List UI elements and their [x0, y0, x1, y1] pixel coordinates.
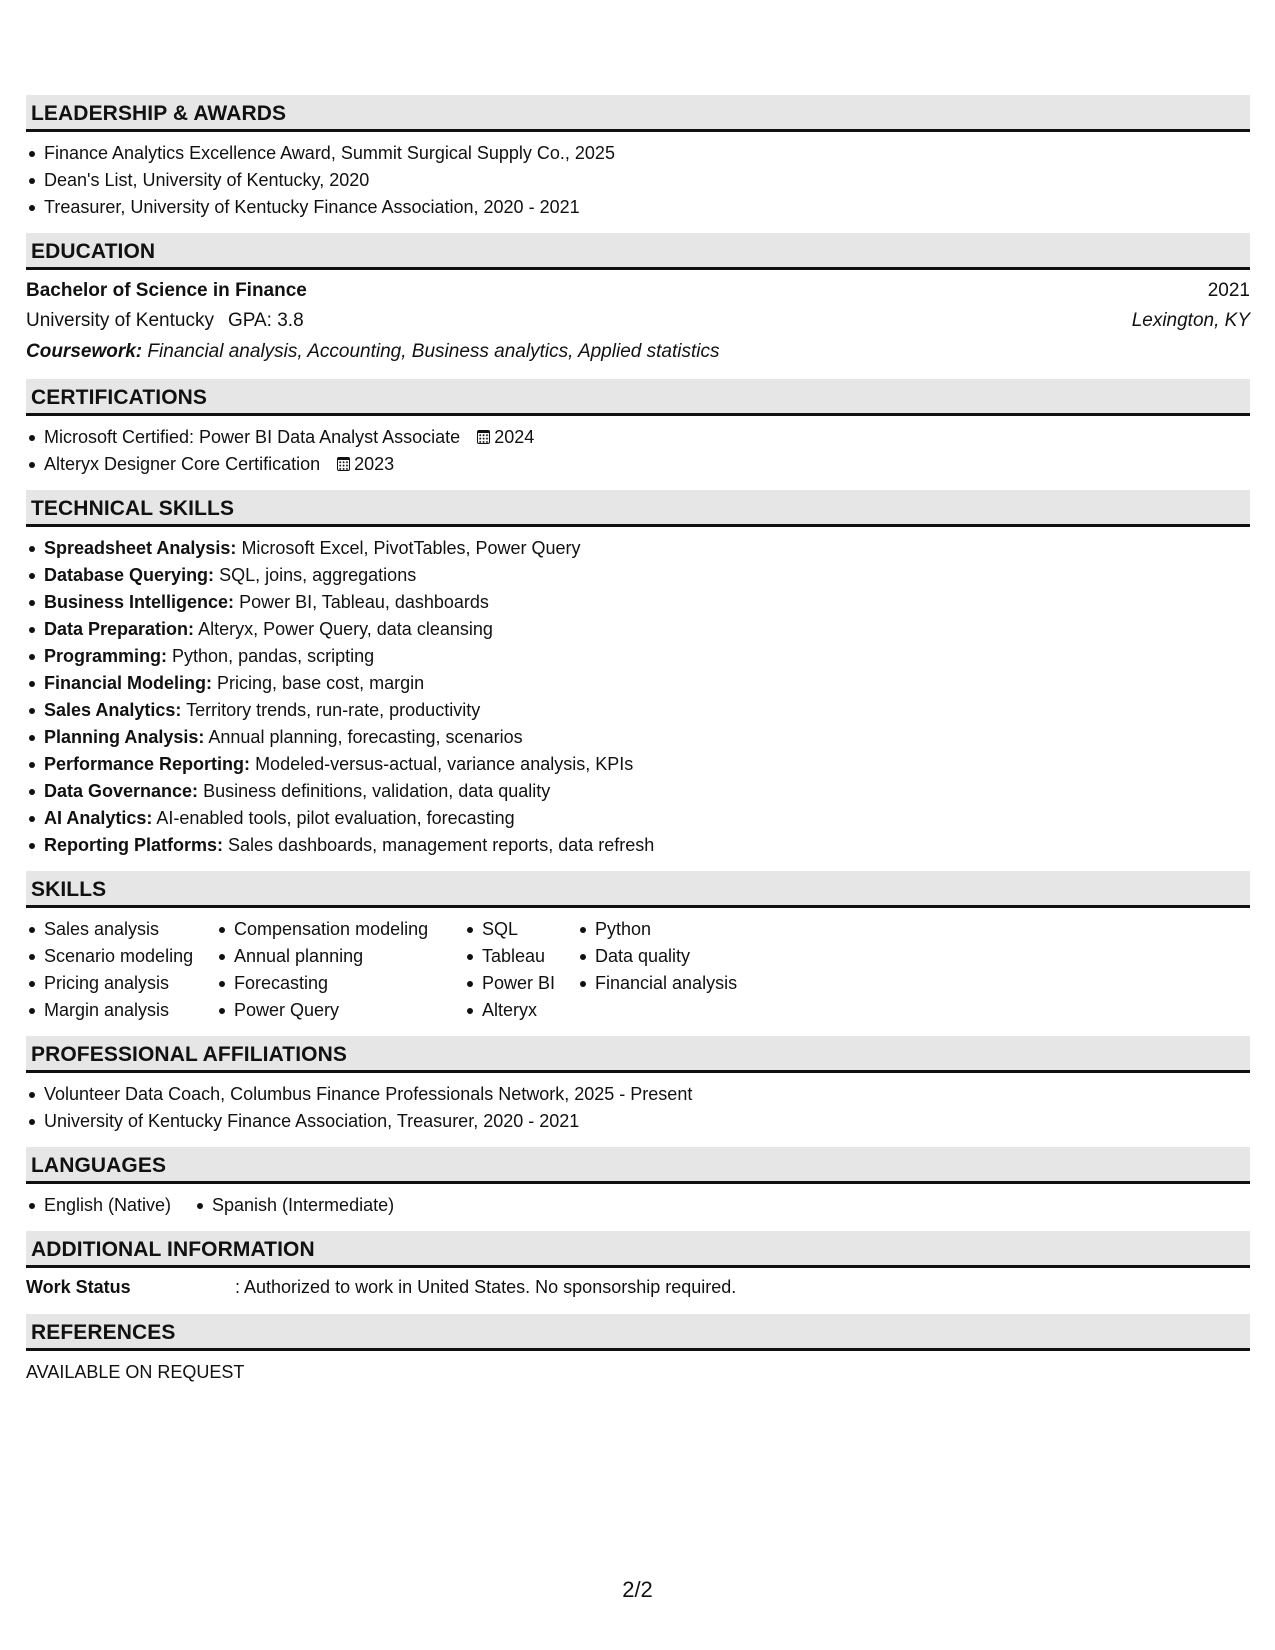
list-item: English (Native) [26, 1192, 194, 1219]
school-location: Lexington, KY [1131, 310, 1250, 331]
list-item [26, 643, 1250, 670]
references-heading: REFERENCES [26, 1314, 1250, 1351]
skill-text: Territory trends, run-rate, productivity [186, 700, 481, 720]
affiliations-section [26, 1036, 1250, 1135]
calendar-icon [477, 430, 490, 444]
certifications-list [26, 424, 1250, 478]
skills-heading: SKILLS [26, 871, 1250, 908]
list-item [26, 451, 1250, 478]
leadership-heading: LEADERSHIP & AWARDS [26, 95, 1250, 132]
leadership-section [26, 95, 1250, 221]
technical-skills-heading: TECHNICAL SKILLS [26, 490, 1250, 527]
certifications-heading: CERTIFICATIONS [26, 379, 1250, 416]
list-item: Margin analysis [26, 997, 216, 1024]
skill-text: SQL, joins, aggregations [219, 565, 417, 585]
list-item [26, 616, 1250, 643]
skills-grid [26, 916, 1250, 1024]
skill-text: Pricing, base cost, margin [217, 673, 425, 693]
skill-text: Sales dashboards, management reports, data refresh [228, 835, 655, 855]
list-item [26, 697, 1250, 724]
list-item [26, 778, 1250, 805]
skill-label: Reporting Platforms: [44, 835, 224, 855]
list-item: SQL [464, 916, 577, 943]
skill-text: Alteryx, Power Query, data cleansing [198, 619, 493, 639]
degree: Bachelor of Science in Finance [26, 280, 307, 301]
list-item [26, 751, 1250, 778]
skill-label: Performance Reporting: [44, 754, 251, 774]
education-section [26, 233, 1250, 367]
skill-label: Business Intelligence: [44, 592, 235, 612]
list-item [26, 724, 1250, 751]
education-entry [26, 276, 1250, 367]
list-item [26, 805, 1250, 832]
list-item: Power BI [464, 970, 577, 997]
coursework [26, 336, 1250, 367]
education-heading: EDUCATION [26, 233, 1250, 270]
list-item: Treasurer, University of Kentucky Finance Association, 2020 - 2021 [26, 194, 1250, 221]
skill-text: Annual planning, forecasting, scenarios [208, 727, 523, 747]
list-item: Spanish (Intermediate) [194, 1192, 394, 1219]
list-item: Alteryx [464, 997, 577, 1024]
list-item: Annual planning [216, 943, 464, 970]
skills-section [26, 871, 1250, 1024]
skills-column [26, 916, 216, 1024]
list-item: University of Kentucky Finance Association, Treasurer, 2020 - 2021 [26, 1108, 1250, 1135]
list-item: Compensation modeling [216, 916, 464, 943]
work-status-value: : Authorized to work in United States. No sponsorship required. [235, 1277, 737, 1297]
cert-date-wrap [477, 427, 534, 447]
page-number: 2/2 [622, 1577, 653, 1602]
calendar-icon [337, 457, 350, 471]
skill-text: Power BI, Tableau, dashboards [239, 592, 489, 612]
skill-label: AI Analytics: [44, 808, 153, 828]
list-item: Financial analysis [577, 970, 777, 997]
skills-column [216, 916, 464, 1024]
skill-label: Data Governance: [44, 781, 199, 801]
list-item: Dean's List, University of Kentucky, 2020 [26, 167, 1250, 194]
technical-skills-list [26, 535, 1250, 859]
skills-column [577, 916, 777, 1024]
resume-page [26, 95, 1250, 1399]
certifications-section [26, 379, 1250, 478]
skill-text: Business definitions, validation, data quality [203, 781, 551, 801]
list-item: Scenario modeling [26, 943, 216, 970]
list-item [26, 424, 1250, 451]
additional-section [26, 1231, 1250, 1302]
work-status-label: Work Status [26, 1277, 131, 1297]
skills-column [464, 916, 577, 1024]
work-status-row [26, 1272, 1250, 1302]
skill-text: AI-enabled tools, pilot evaluation, forecasting [156, 808, 515, 828]
skill-label: Database Querying: [44, 565, 215, 585]
list-item: Power Query [216, 997, 464, 1024]
skill-label: Financial Modeling: [44, 673, 213, 693]
cert-name: Alteryx Designer Core Certification [44, 454, 321, 474]
gpa: GPA: 3.8 [227, 310, 304, 331]
references-section [26, 1314, 1250, 1387]
list-item [26, 535, 1250, 562]
list-item: Finance Analytics Excellence Award, Summit Surgical Supply Co., 2025 [26, 140, 1250, 167]
list-item [26, 562, 1250, 589]
skill-label: Data Preparation: [44, 619, 195, 639]
skill-text: Python, pandas, scripting [172, 646, 375, 666]
cert-date: 2024 [494, 427, 535, 447]
skill-text: Microsoft Excel, PivotTables, Power Query [241, 538, 581, 558]
languages-section [26, 1147, 1250, 1219]
skill-label: Spreadsheet Analysis: [44, 538, 237, 558]
list-item: Tableau [464, 943, 577, 970]
languages-column [194, 1192, 394, 1219]
languages-heading: LANGUAGES [26, 1147, 1250, 1184]
technical-skills-section [26, 490, 1250, 859]
school-name: University of Kentucky [26, 310, 214, 331]
list-item: Sales analysis [26, 916, 216, 943]
skill-label: Planning Analysis: [44, 727, 205, 747]
additional-heading: ADDITIONAL INFORMATION [26, 1231, 1250, 1268]
languages-column [26, 1192, 194, 1219]
list-item: Forecasting [216, 970, 464, 997]
list-item: Volunteer Data Coach, Columbus Finance Professionals Network, 2025 - Present [26, 1081, 1250, 1108]
list-item [26, 670, 1250, 697]
list-item: Data quality [577, 943, 777, 970]
cert-date: 2023 [354, 454, 395, 474]
graduation-year: 2021 [1207, 280, 1250, 301]
languages-row [26, 1192, 1250, 1219]
references-text: AVAILABLE ON REQUEST [26, 1362, 245, 1382]
skill-label: Programming: [44, 646, 168, 666]
list-item: Pricing analysis [26, 970, 216, 997]
coursework-text: Financial analysis, Accounting, Business analytics, Applied statistics [147, 341, 720, 362]
list-item [26, 589, 1250, 616]
skill-text: Modeled-versus-actual, variance analysis, KPIs [255, 754, 634, 774]
cert-name: Microsoft Certified: Power BI Data Analyst Associate [44, 427, 461, 447]
affiliations-list [26, 1081, 1250, 1135]
leadership-list [26, 140, 1250, 221]
skill-label: Sales Analytics: [44, 700, 182, 720]
cert-date-wrap [337, 454, 394, 474]
affiliations-heading: PROFESSIONAL AFFILIATIONS [26, 1036, 1250, 1073]
list-item: Python [577, 916, 777, 943]
coursework-label: Coursework: [26, 341, 143, 362]
list-item [26, 832, 1250, 859]
